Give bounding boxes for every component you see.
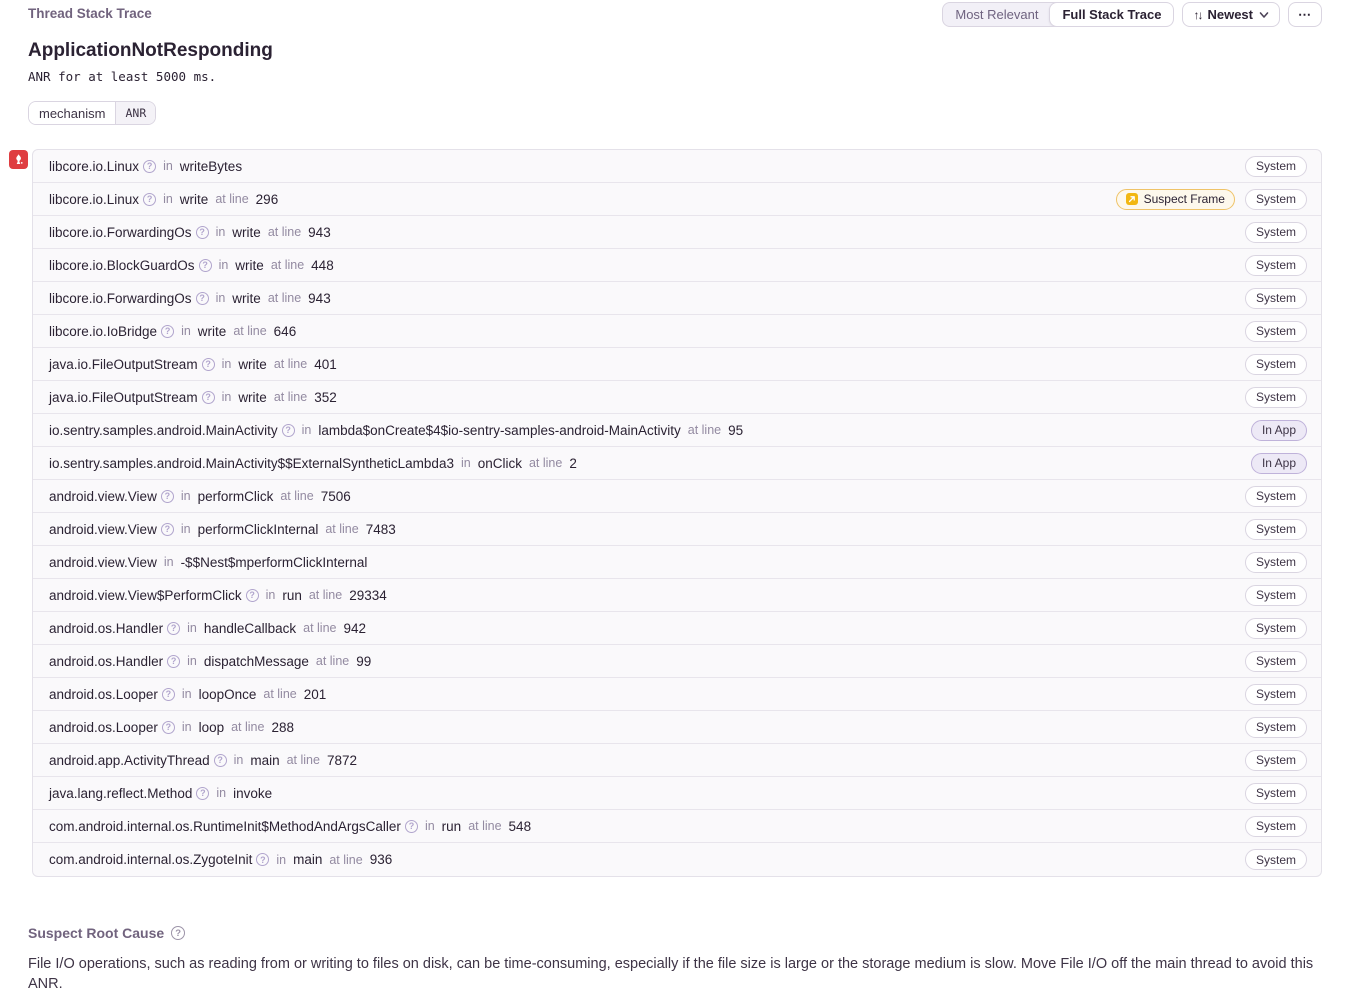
frame-line-number: 943 bbox=[308, 290, 331, 306]
question-circle-icon[interactable]: ? bbox=[196, 787, 209, 800]
frame-module: java.io.FileOutputStream bbox=[49, 356, 198, 372]
frame-info bbox=[49, 621, 366, 636]
frame-origin-badge: System bbox=[1245, 255, 1307, 276]
frame-function: write bbox=[238, 389, 267, 405]
frame-info bbox=[49, 654, 371, 669]
frame-at-line-label: at line bbox=[687, 423, 722, 437]
frame-badges bbox=[1245, 849, 1307, 870]
frame-origin-badge: System bbox=[1245, 552, 1307, 573]
question-circle-icon[interactable]: ? bbox=[202, 391, 215, 404]
more-options-button[interactable] bbox=[1288, 2, 1322, 27]
frame-line-number: 943 bbox=[308, 224, 331, 240]
frame-function: dispatchMessage bbox=[203, 653, 309, 669]
frame-at-line-label: at line bbox=[233, 324, 267, 338]
frame-at-line-label: at line bbox=[468, 819, 502, 833]
frame-module: libcore.io.Linux bbox=[49, 191, 140, 207]
question-circle-icon[interactable]: ? bbox=[246, 589, 259, 602]
frame-info bbox=[49, 819, 531, 834]
frame-badges bbox=[1245, 585, 1307, 606]
stack-frame-row[interactable] bbox=[33, 579, 1321, 612]
frame-at-line-label: at line bbox=[267, 291, 302, 305]
frame-module: com.android.internal.os.RuntimeInit$MethodAndArgsCaller bbox=[49, 818, 401, 834]
frame-origin-badge: System bbox=[1245, 486, 1307, 507]
frame-function: write bbox=[179, 191, 209, 207]
frame-in-label: in bbox=[181, 324, 191, 338]
frame-origin-badge: System bbox=[1245, 717, 1307, 738]
question-circle-icon[interactable]: ? bbox=[143, 193, 156, 206]
frame-info bbox=[49, 786, 272, 801]
stack-frame-row[interactable] bbox=[33, 480, 1321, 513]
stack-frame-row[interactable] bbox=[33, 249, 1321, 282]
header-actions bbox=[942, 2, 1322, 27]
frame-module: android.os.Handler bbox=[49, 653, 164, 669]
frame-line-number: 7872 bbox=[326, 752, 357, 768]
frame-function: performClickInternal bbox=[197, 521, 319, 537]
question-circle-icon[interactable]: ? bbox=[162, 721, 175, 734]
tag-row bbox=[28, 101, 1322, 125]
frame-line-number: 95 bbox=[728, 422, 744, 438]
tag-key: mechanism bbox=[29, 102, 115, 124]
frame-in-label: in bbox=[215, 225, 226, 239]
frame-at-line-label: at line bbox=[231, 720, 265, 734]
sort-arrows-icon: ↑↓ bbox=[1193, 7, 1202, 22]
chevron-down-icon bbox=[1259, 10, 1269, 20]
frame-function: -$$Nest$mperformClickInternal bbox=[180, 554, 368, 570]
question-circle-icon[interactable]: ? bbox=[161, 523, 174, 536]
frame-function: run bbox=[282, 587, 302, 603]
frame-module: libcore.io.ForwardingOs bbox=[49, 224, 192, 240]
frame-function: write bbox=[238, 356, 267, 372]
frame-info bbox=[49, 357, 337, 372]
frame-info bbox=[49, 390, 337, 405]
frame-badges bbox=[1245, 684, 1307, 705]
tag-value: ANR bbox=[115, 102, 155, 124]
frame-function: loopOnce bbox=[198, 686, 257, 702]
question-circle-icon[interactable]: ? bbox=[214, 754, 227, 767]
frame-info bbox=[49, 720, 294, 735]
suspect-root-cause-header bbox=[28, 925, 1322, 941]
frame-origin-badge: System bbox=[1245, 651, 1307, 672]
frame-module: android.os.Handler bbox=[49, 620, 164, 636]
stack-frame-row[interactable] bbox=[33, 282, 1321, 315]
frame-badges bbox=[1245, 519, 1307, 540]
frame-in-label: in bbox=[221, 357, 232, 371]
frame-origin-badge: System bbox=[1245, 519, 1307, 540]
frame-function: loop bbox=[198, 719, 225, 735]
frame-function: run bbox=[441, 818, 462, 834]
frame-at-line-label: at line bbox=[273, 357, 308, 371]
frame-line-number: 296 bbox=[255, 191, 279, 207]
frame-line-number: 7483 bbox=[365, 521, 396, 537]
frame-function: handleCallback bbox=[203, 620, 297, 636]
frame-badges bbox=[1116, 189, 1307, 210]
frame-in-label: in bbox=[180, 522, 191, 536]
frame-origin-badge: System bbox=[1245, 387, 1307, 408]
frame-module: libcore.io.ForwardingOs bbox=[49, 290, 192, 306]
frame-badges bbox=[1251, 420, 1307, 441]
question-circle-icon[interactable]: ? bbox=[202, 358, 215, 371]
frame-line-number: 2 bbox=[569, 455, 577, 471]
frame-badges bbox=[1245, 486, 1307, 507]
frame-in-label: in bbox=[265, 588, 276, 602]
section-title: Thread Stack Trace bbox=[28, 6, 152, 21]
frame-function: write bbox=[232, 224, 261, 240]
question-circle-icon[interactable]: ? bbox=[282, 424, 295, 437]
frame-line-number: 7506 bbox=[320, 488, 351, 504]
frame-at-line-label: at line bbox=[267, 225, 302, 239]
stack-frame-row[interactable] bbox=[33, 513, 1321, 546]
question-circle-icon[interactable]: ? bbox=[167, 622, 180, 635]
frame-badges bbox=[1245, 816, 1307, 837]
frame-info bbox=[49, 588, 387, 603]
stack-trace-section bbox=[32, 149, 1322, 877]
frame-origin-badge: In App bbox=[1251, 420, 1307, 441]
frame-badges bbox=[1245, 354, 1307, 375]
frame-info bbox=[49, 225, 331, 240]
sort-button[interactable] bbox=[1182, 2, 1280, 27]
frame-line-number: 448 bbox=[311, 257, 334, 273]
frame-function: write bbox=[197, 323, 227, 339]
frame-info bbox=[49, 753, 357, 768]
stack-frame-row[interactable] bbox=[33, 744, 1321, 777]
frame-at-line-label: at line bbox=[303, 621, 337, 635]
question-circle-icon[interactable]: ? bbox=[162, 688, 175, 701]
frame-module: android.app.ActivityThread bbox=[49, 752, 210, 768]
frame-origin-badge: In App bbox=[1251, 453, 1307, 474]
frame-in-label: in bbox=[218, 258, 229, 272]
frame-origin-badge: System bbox=[1245, 783, 1307, 804]
question-circle-icon[interactable]: ? bbox=[196, 292, 209, 305]
frame-in-label: in bbox=[424, 819, 435, 833]
stack-frame-row[interactable] bbox=[33, 546, 1321, 579]
frame-module: android.view.View bbox=[49, 488, 157, 504]
frame-origin-badge: System bbox=[1245, 618, 1307, 639]
frame-in-label: in bbox=[187, 621, 197, 635]
question-circle-icon[interactable]: ? bbox=[171, 926, 185, 940]
frame-module: libcore.io.IoBridge bbox=[49, 323, 158, 339]
frame-badges bbox=[1245, 552, 1307, 573]
frame-origin-badge: System bbox=[1245, 354, 1307, 375]
frame-line-number: 401 bbox=[314, 356, 337, 372]
frame-in-label: in bbox=[181, 720, 192, 734]
stack-frame-row[interactable] bbox=[33, 843, 1321, 876]
ellipsis-icon: ⋯ bbox=[1298, 6, 1312, 22]
frame-module: android.view.View$PerformClick bbox=[49, 587, 242, 603]
header-bar bbox=[28, 0, 1322, 27]
frame-info bbox=[49, 423, 743, 438]
frame-origin-badge: System bbox=[1245, 684, 1307, 705]
frame-origin-badge: System bbox=[1245, 156, 1307, 177]
tag-mechanism[interactable] bbox=[28, 101, 156, 125]
frame-module: libcore.io.Linux bbox=[49, 158, 140, 174]
frame-at-line-label: at line bbox=[280, 489, 314, 503]
suspect-arrow-icon bbox=[1126, 193, 1138, 205]
suspect-root-cause-description: File I/O operations, such as reading from or writing to files on disk, can be time-consuming, especially if the file size is large or the storage medium is slow. Move File I/O off the main thread to avoid this ANR. bbox=[28, 956, 1314, 992]
stack-frame-row[interactable] bbox=[33, 612, 1321, 645]
stack-frame-row[interactable] bbox=[33, 447, 1321, 480]
view-toggle bbox=[942, 2, 1174, 27]
frame-in-label: in bbox=[180, 489, 191, 503]
frame-module: java.io.FileOutputStream bbox=[49, 389, 198, 405]
frame-info bbox=[49, 687, 326, 702]
java-duke-icon bbox=[12, 153, 25, 166]
stack-frame-row[interactable] bbox=[33, 150, 1321, 183]
frame-at-line-label: at line bbox=[325, 522, 359, 536]
frame-badges bbox=[1245, 750, 1307, 771]
frame-module: java.lang.reflect.Method bbox=[49, 785, 193, 801]
frame-info bbox=[49, 192, 278, 207]
frame-origin-badge: System bbox=[1245, 288, 1307, 309]
frame-in-label: in bbox=[163, 192, 173, 206]
frame-badges bbox=[1245, 618, 1307, 639]
stack-frame-row[interactable] bbox=[33, 315, 1321, 348]
sort-label: Newest bbox=[1207, 7, 1253, 22]
frame-badges bbox=[1245, 717, 1307, 738]
frame-info bbox=[49, 291, 331, 306]
frame-line-number: 942 bbox=[343, 620, 367, 636]
frame-module: io.sentry.samples.android.MainActivity bbox=[49, 422, 278, 438]
question-circle-icon[interactable]: ? bbox=[167, 655, 180, 668]
frame-in-label: in bbox=[233, 753, 244, 767]
frame-badges bbox=[1245, 321, 1307, 342]
frame-at-line-label: at line bbox=[286, 753, 320, 767]
frame-in-label: in bbox=[187, 654, 197, 668]
suspect-root-cause-title: Suspect Root Cause bbox=[28, 925, 165, 941]
question-circle-icon[interactable]: ? bbox=[143, 160, 156, 173]
frame-module: android.view.View bbox=[49, 554, 157, 570]
suspect-frame-badge bbox=[1116, 189, 1235, 210]
frame-function: lambda$onCreate$4$io-sentry-samples-android-MainActivity bbox=[318, 422, 681, 438]
frame-at-line-label: at line bbox=[528, 456, 563, 470]
frame-line-number: 646 bbox=[273, 323, 297, 339]
frame-in-label: in bbox=[221, 390, 232, 404]
stack-frame-row[interactable] bbox=[33, 183, 1321, 216]
frame-info bbox=[49, 456, 577, 471]
frame-module: libcore.io.BlockGuardOs bbox=[49, 257, 195, 273]
question-circle-icon[interactable]: ? bbox=[161, 325, 174, 338]
question-circle-icon[interactable]: ? bbox=[199, 259, 212, 272]
question-circle-icon[interactable]: ? bbox=[405, 820, 418, 833]
stack-frame-row[interactable] bbox=[33, 711, 1321, 744]
frame-at-line-label: at line bbox=[273, 390, 308, 404]
frame-line-number: 548 bbox=[508, 818, 532, 834]
frame-function: onClick bbox=[477, 455, 522, 471]
frame-info bbox=[49, 159, 242, 174]
frame-at-line-label: at line bbox=[263, 687, 297, 701]
frame-function: performClick bbox=[197, 488, 274, 504]
frame-in-label: in bbox=[276, 852, 287, 867]
frame-function: main bbox=[250, 752, 280, 768]
frame-line-number: 936 bbox=[369, 852, 393, 867]
frame-badges bbox=[1245, 156, 1307, 177]
toggle-full-stack-trace[interactable]: Full Stack Trace bbox=[1049, 2, 1174, 27]
suspect-frame-label: Suspect Frame bbox=[1143, 192, 1225, 206]
frame-in-label: in bbox=[163, 555, 174, 569]
frame-at-line-label: at line bbox=[215, 192, 249, 206]
frame-info bbox=[49, 522, 396, 537]
frame-info bbox=[49, 258, 334, 273]
frame-in-label: in bbox=[181, 687, 192, 701]
frame-module: android.os.Looper bbox=[49, 719, 158, 735]
frame-module: io.sentry.samples.android.MainActivity$$ExternalSyntheticLambda3 bbox=[49, 455, 454, 471]
frame-info bbox=[49, 489, 351, 504]
frame-at-line-label: at line bbox=[315, 654, 350, 668]
frame-line-number: 29334 bbox=[349, 587, 387, 603]
java-platform-icon bbox=[9, 150, 28, 169]
frame-line-number: 288 bbox=[271, 719, 294, 735]
frame-origin-badge: System bbox=[1245, 816, 1307, 837]
frame-info bbox=[49, 324, 296, 339]
stack-frame-row[interactable] bbox=[33, 645, 1321, 678]
frame-badges bbox=[1245, 783, 1307, 804]
frame-in-label: in bbox=[216, 786, 227, 800]
frame-at-line-label: at line bbox=[308, 588, 343, 602]
frame-in-label: in bbox=[163, 159, 173, 173]
event-subtitle: ANR for at least 5000 ms. bbox=[28, 69, 217, 84]
frame-line-number: 99 bbox=[356, 653, 372, 669]
stack-trace-list bbox=[32, 149, 1322, 877]
frame-origin-badge: System bbox=[1245, 321, 1307, 342]
stack-frame-row[interactable] bbox=[33, 381, 1321, 414]
frame-in-label: in bbox=[215, 291, 226, 305]
frame-module: android.os.Looper bbox=[49, 686, 158, 702]
frame-at-line-label: at line bbox=[270, 258, 305, 272]
frame-info bbox=[49, 555, 367, 570]
frame-function: main bbox=[293, 852, 323, 867]
frame-badges bbox=[1245, 387, 1307, 408]
question-circle-icon[interactable]: ? bbox=[161, 490, 174, 503]
stack-frame-row[interactable] bbox=[33, 678, 1321, 711]
toggle-most-relevant[interactable]: Most Relevant bbox=[955, 7, 1039, 22]
frame-line-number: 352 bbox=[314, 389, 337, 405]
frame-origin-badge: System bbox=[1245, 585, 1307, 606]
frame-module: com.android.internal.os.ZygoteInit bbox=[49, 852, 253, 867]
frame-badges bbox=[1245, 288, 1307, 309]
frame-in-label: in bbox=[460, 456, 471, 470]
frame-function: invoke bbox=[233, 785, 273, 801]
frame-function: write bbox=[235, 257, 264, 273]
frame-badges bbox=[1251, 453, 1307, 474]
stack-frame-row[interactable] bbox=[33, 414, 1321, 447]
frame-origin-badge: System bbox=[1245, 849, 1307, 870]
question-circle-icon[interactable]: ? bbox=[196, 226, 209, 239]
frame-function: write bbox=[232, 290, 261, 306]
frame-line-number: 201 bbox=[303, 686, 327, 702]
stack-frame-row[interactable] bbox=[33, 216, 1321, 249]
frame-badges bbox=[1245, 255, 1307, 276]
frame-info bbox=[49, 852, 392, 867]
question-circle-icon[interactable]: ? bbox=[256, 853, 269, 866]
stack-frame-row[interactable] bbox=[33, 777, 1321, 810]
frame-function: writeBytes bbox=[179, 158, 243, 174]
frame-at-line-label: at line bbox=[329, 852, 363, 867]
frame-badges bbox=[1245, 651, 1307, 672]
frame-origin-badge: System bbox=[1245, 750, 1307, 771]
frame-origin-badge: System bbox=[1245, 189, 1307, 210]
frame-module: android.view.View bbox=[49, 521, 157, 537]
frame-in-label: in bbox=[301, 423, 312, 437]
frame-origin-badge: System bbox=[1245, 222, 1307, 243]
stack-frame-row[interactable] bbox=[33, 348, 1321, 381]
frame-badges bbox=[1245, 222, 1307, 243]
stack-frame-row[interactable] bbox=[33, 810, 1321, 843]
event-title: ApplicationNotResponding bbox=[28, 40, 273, 61]
